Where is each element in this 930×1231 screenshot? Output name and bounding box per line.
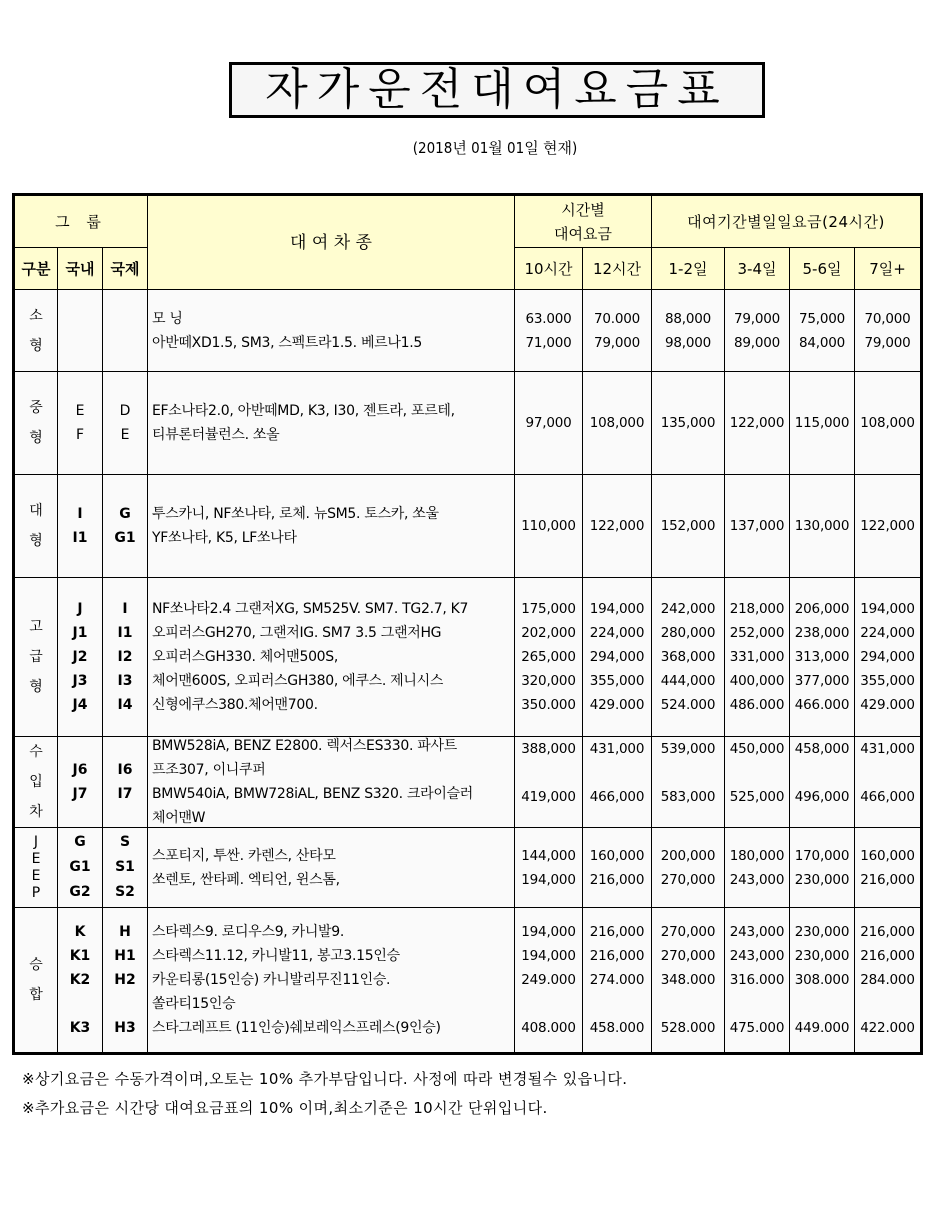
code-value: G bbox=[119, 506, 131, 522]
row-car-models bbox=[148, 828, 515, 908]
row-intl-code bbox=[103, 908, 148, 1052]
price-value: 135,000 bbox=[660, 415, 716, 431]
row-price-10시간 bbox=[515, 290, 583, 372]
title-box bbox=[229, 62, 765, 118]
row-price-3-4일 bbox=[725, 475, 790, 578]
price-value: 122,000 bbox=[860, 518, 915, 534]
header-col-label: 3-4일 bbox=[737, 259, 777, 278]
price-value: 331,000 bbox=[729, 649, 785, 665]
class-char: 급 bbox=[29, 649, 43, 665]
row-price-7일+ bbox=[855, 372, 920, 475]
class-char: 승 bbox=[29, 957, 43, 973]
header-sub-label: 구분 bbox=[21, 259, 51, 278]
row-class bbox=[15, 828, 58, 908]
price-value: 230,000 bbox=[794, 948, 850, 964]
class-char: E bbox=[31, 867, 41, 884]
price-value: 122,000 bbox=[589, 518, 645, 534]
price-stack bbox=[790, 737, 854, 827]
header-col-5 bbox=[855, 248, 920, 290]
price-value: 400,000 bbox=[729, 673, 785, 689]
code-value: H3 bbox=[114, 1020, 136, 1036]
price-value: 458.000 bbox=[589, 1020, 645, 1036]
price-value: 355,000 bbox=[860, 673, 915, 689]
note-1: ※상기요금은 수동가격이며,오토는 10% 추가부담입니다. 사정에 따라 변경될수 있읍니다. bbox=[22, 1070, 628, 1088]
code-value: I1 bbox=[72, 530, 88, 546]
row-price-7일+ bbox=[855, 475, 920, 578]
code-stack bbox=[58, 920, 102, 1040]
row-price-7일+ bbox=[855, 908, 920, 1052]
price-value: 294,000 bbox=[860, 649, 915, 665]
row-price-1-2일 bbox=[652, 828, 725, 908]
price-value: 200,000 bbox=[660, 847, 716, 864]
car-model-line: 쏠라티15인승 bbox=[152, 996, 236, 1012]
code-value: J6 bbox=[72, 762, 88, 778]
code-value: K2 bbox=[69, 972, 91, 988]
row-domestic-code bbox=[58, 828, 103, 908]
price-stack bbox=[515, 920, 582, 1040]
header-intl bbox=[103, 248, 148, 290]
code-value: I4 bbox=[117, 697, 133, 713]
code-value: J2 bbox=[72, 649, 88, 665]
row-domestic-code bbox=[58, 578, 103, 737]
row-price-3-4일 bbox=[725, 290, 790, 372]
class-char: 형 bbox=[29, 430, 43, 446]
date-subtitle: (2018년 01월 01일 현재) bbox=[412, 139, 578, 157]
price-value: 216,000 bbox=[860, 948, 915, 964]
price-value: 230,000 bbox=[794, 924, 850, 940]
price-value: 486.000 bbox=[729, 697, 785, 713]
car-model-line: 프조307, 이니쿠퍼 bbox=[152, 762, 266, 778]
class-char: J bbox=[33, 833, 39, 850]
price-value: 583,000 bbox=[660, 789, 716, 805]
price-value: 284.000 bbox=[860, 972, 915, 988]
note-2: ※추가요금은 시간당 대여요금표의 10% 이며,최소기준은 10시간 단위입니다. bbox=[22, 1099, 548, 1117]
page-title: 자가운전대여요금표 bbox=[265, 64, 729, 115]
price-value: 79,000 bbox=[864, 334, 911, 351]
car-model-line: 아반떼XD1.5, SM3, 스펙트라1.5. 베르나1.5 bbox=[152, 334, 422, 351]
price-value: 475.000 bbox=[729, 1020, 785, 1036]
price-value: 350.000 bbox=[521, 697, 576, 713]
car-model-line: BMW540iA, BMW728iAL, BENZ S320. 크라이슬러 bbox=[152, 786, 474, 802]
price-value: 496,000 bbox=[794, 789, 850, 805]
header-col-label: 12시간 bbox=[592, 259, 642, 278]
price-value: 194,000 bbox=[521, 871, 576, 888]
price-stack bbox=[855, 920, 920, 1040]
price-value: 348.000 bbox=[660, 972, 716, 988]
price-value: 243,000 bbox=[729, 871, 785, 888]
row-car-models bbox=[148, 290, 515, 372]
code-value: S2 bbox=[115, 884, 135, 900]
row-price-3-4일 bbox=[725, 908, 790, 1052]
price-value: 130,000 bbox=[794, 518, 850, 534]
price-value: 122,000 bbox=[729, 415, 785, 431]
row-price-12시간 bbox=[583, 578, 652, 737]
car-model-line: 체어맨W bbox=[152, 810, 206, 826]
price-value: 539,000 bbox=[660, 741, 716, 757]
price-stack bbox=[652, 920, 724, 1040]
row-domestic-code bbox=[58, 290, 103, 372]
rate-table bbox=[12, 193, 923, 1055]
car-model-line: 오피러스GH330. 체어맨500S, bbox=[152, 649, 339, 665]
row-price-7일+ bbox=[855, 290, 920, 372]
row-price-10시간 bbox=[515, 908, 583, 1052]
row-price-10시간 bbox=[515, 475, 583, 578]
price-value: 110,000 bbox=[521, 518, 576, 534]
price-value: 224,000 bbox=[860, 625, 915, 641]
price-value: 280,000 bbox=[660, 625, 716, 641]
row-class bbox=[15, 475, 58, 578]
row-intl-code bbox=[103, 737, 148, 828]
price-value: 377,000 bbox=[794, 673, 850, 689]
row-price-3-4일 bbox=[725, 828, 790, 908]
code-value: G1 bbox=[114, 530, 136, 546]
row-price-12시간 bbox=[583, 908, 652, 1052]
price-value: 444,000 bbox=[660, 673, 716, 689]
row-intl-code bbox=[103, 828, 148, 908]
price-stack bbox=[515, 737, 582, 827]
price-value: 313,000 bbox=[794, 649, 850, 665]
car-model-line: 카운티롱(15인승) 카니발리무진11인승. bbox=[152, 972, 391, 988]
price-value: 224,000 bbox=[589, 625, 645, 641]
row-intl-code bbox=[103, 578, 148, 737]
price-value: 180,000 bbox=[729, 847, 785, 864]
row-price-3-4일 bbox=[725, 578, 790, 737]
price-value: 242,000 bbox=[660, 601, 716, 617]
price-value: 429.000 bbox=[589, 697, 645, 713]
row-price-7일+ bbox=[855, 578, 920, 737]
code-value: K bbox=[74, 924, 86, 940]
class-char: 형 bbox=[29, 679, 43, 695]
price-value: 270,000 bbox=[660, 924, 716, 940]
class-char: 입 bbox=[29, 774, 43, 790]
class-char: 고 bbox=[29, 619, 43, 635]
row-class bbox=[15, 372, 58, 475]
row-price-7일+ bbox=[855, 828, 920, 908]
price-value: 194,000 bbox=[860, 601, 915, 617]
price-value: 108,000 bbox=[860, 415, 915, 431]
code-value: G2 bbox=[69, 884, 91, 900]
class-char: 합 bbox=[29, 987, 43, 1003]
price-value: 238,000 bbox=[794, 625, 850, 641]
row-intl-code bbox=[103, 290, 148, 372]
price-value: 458,000 bbox=[794, 741, 850, 757]
code-value: S bbox=[119, 834, 131, 850]
price-value: 528.000 bbox=[660, 1020, 716, 1036]
header-hourly-line1: 시간별 bbox=[561, 200, 605, 219]
row-price-7일+ bbox=[855, 737, 920, 828]
row-domestic-code bbox=[58, 908, 103, 1052]
code-value: H1 bbox=[114, 948, 136, 964]
header-sub-label: 국내 bbox=[65, 259, 95, 278]
price-value: 388,000 bbox=[521, 741, 576, 757]
price-value: 466,000 bbox=[589, 789, 645, 805]
row-price-12시간 bbox=[583, 290, 652, 372]
header-col-label: 1-2일 bbox=[668, 259, 708, 278]
price-value: 218,000 bbox=[729, 601, 785, 617]
price-value: 137,000 bbox=[729, 518, 785, 534]
car-model-line: 체어맨600S, 오피러스GH380, 에쿠스. 제니시스 bbox=[152, 673, 444, 689]
class-char: 대 bbox=[29, 503, 43, 519]
car-model-line: 신형에쿠스380.체어맨700. bbox=[152, 697, 318, 713]
header-col-label: 5-6일 bbox=[802, 259, 842, 278]
row-price-10시간 bbox=[515, 737, 583, 828]
price-value: 170,000 bbox=[794, 847, 850, 864]
row-class bbox=[15, 578, 58, 737]
row-price-1-2일 bbox=[652, 908, 725, 1052]
price-value: 70,000 bbox=[864, 310, 911, 327]
car-model-line: NF쏘나타2.4 그랜저XG, SM525V. SM7. TG2.7, K7 bbox=[152, 601, 469, 617]
car-model-line: YF쏘나타, K5, LF쏘나타 bbox=[152, 530, 297, 546]
price-value: 252,000 bbox=[729, 625, 785, 641]
price-value: 79,000 bbox=[593, 334, 641, 351]
code-value: H bbox=[119, 924, 131, 940]
code-value: I1 bbox=[117, 625, 133, 641]
price-stack bbox=[652, 737, 724, 827]
price-value: 63.000 bbox=[525, 310, 572, 327]
class-char: 중 bbox=[29, 400, 43, 416]
car-model-line: 모 닝 bbox=[152, 310, 183, 327]
code-value: H2 bbox=[114, 972, 136, 988]
price-value: 294,000 bbox=[589, 649, 645, 665]
row-price-12시간 bbox=[583, 828, 652, 908]
price-value: 175,000 bbox=[521, 601, 576, 617]
row-class bbox=[15, 737, 58, 828]
price-value: 450,000 bbox=[729, 741, 785, 757]
row-price-12시간 bbox=[583, 737, 652, 828]
code-value: K3 bbox=[69, 1020, 91, 1036]
row-car-models bbox=[148, 475, 515, 578]
row-domestic-code bbox=[58, 475, 103, 578]
code-value: S1 bbox=[115, 859, 135, 875]
row-price-5-6일 bbox=[790, 908, 855, 1052]
price-stack bbox=[725, 737, 789, 827]
code-value: J4 bbox=[72, 697, 88, 713]
price-value: 216,000 bbox=[860, 924, 915, 940]
price-stack bbox=[855, 737, 920, 827]
header-hourly bbox=[515, 196, 652, 248]
price-stack bbox=[725, 920, 789, 1040]
code-value: J bbox=[77, 601, 83, 617]
car-model-line: 티뷰론터뷸런스. 쏘올 bbox=[152, 427, 280, 443]
price-value: 194,000 bbox=[521, 924, 576, 940]
price-value: 274.000 bbox=[589, 972, 645, 988]
header-hourly-line2: 대여요금 bbox=[554, 224, 612, 243]
price-value: 524.000 bbox=[660, 697, 716, 713]
row-intl-code bbox=[103, 475, 148, 578]
header-col-0 bbox=[515, 248, 583, 290]
header-daily-label: 대여기간별일일요금(24시간) bbox=[687, 212, 885, 231]
code-value: I7 bbox=[117, 786, 133, 802]
price-value: 316.000 bbox=[729, 972, 785, 988]
header-sub-label: 국제 bbox=[110, 259, 140, 278]
price-value: 84,000 bbox=[798, 334, 846, 351]
price-value: 320,000 bbox=[521, 673, 576, 689]
car-model-line: EF소나타2.0, 아반떼MD, K3, I30, 젠트라, 포르테, bbox=[152, 403, 455, 419]
price-value: 152,000 bbox=[660, 518, 716, 534]
price-value: 431,000 bbox=[589, 741, 645, 757]
code-value: I bbox=[122, 601, 128, 617]
row-price-1-2일 bbox=[652, 737, 725, 828]
car-model-line: 스타렉스11.12, 카니발11, 봉고3.15인승 bbox=[152, 948, 400, 964]
row-price-5-6일 bbox=[790, 828, 855, 908]
header-col-4 bbox=[790, 248, 855, 290]
row-price-3-4일 bbox=[725, 372, 790, 475]
code-value: G1 bbox=[69, 859, 91, 875]
price-stack bbox=[790, 920, 854, 1040]
price-value: 88,000 bbox=[664, 310, 712, 327]
header-type bbox=[15, 248, 58, 290]
header-car-model bbox=[148, 196, 515, 290]
header-group bbox=[15, 196, 148, 248]
price-value: 98,000 bbox=[664, 334, 712, 351]
car-model-line: 스타그레프트 (11인승)쉐보레익스프레스(9인승) bbox=[152, 1020, 441, 1036]
header-col-label: 7일+ bbox=[869, 259, 906, 278]
price-value: 97,000 bbox=[525, 415, 572, 431]
row-price-5-6일 bbox=[790, 475, 855, 578]
class-char: 수 bbox=[29, 744, 43, 760]
car-model-line: BMW528iA, BENZ E2800. 렉서스ES330. 파사트 bbox=[152, 738, 457, 754]
row-price-1-2일 bbox=[652, 290, 725, 372]
code-value: F bbox=[75, 427, 85, 443]
price-value: 525,000 bbox=[729, 789, 785, 805]
row-price-1-2일 bbox=[652, 578, 725, 737]
price-value: 206,000 bbox=[794, 601, 850, 617]
price-value: 431,000 bbox=[860, 741, 915, 757]
car-model-line: 투스카니, NF쏘나타, 로체. 뉴SM5. 토스카, 쏘울 bbox=[152, 506, 439, 522]
price-stack bbox=[583, 737, 651, 827]
row-domestic-code bbox=[58, 737, 103, 828]
price-value: 408.000 bbox=[521, 1020, 576, 1036]
header-col-2 bbox=[652, 248, 725, 290]
price-value: 429.000 bbox=[860, 697, 915, 713]
price-value: 368,000 bbox=[660, 649, 716, 665]
row-class bbox=[15, 290, 58, 372]
code-value: I3 bbox=[117, 673, 133, 689]
price-value: 216,000 bbox=[589, 948, 645, 964]
header-domestic bbox=[58, 248, 103, 290]
row-car-models bbox=[148, 908, 515, 1052]
row-price-1-2일 bbox=[652, 475, 725, 578]
code-value: D bbox=[119, 403, 131, 419]
price-value: 144,000 bbox=[521, 847, 576, 864]
code-value: J3 bbox=[72, 673, 88, 689]
code-value: I bbox=[77, 506, 83, 522]
header-col-3 bbox=[725, 248, 790, 290]
class-char: P bbox=[31, 884, 41, 901]
price-value: 422.000 bbox=[860, 1020, 915, 1036]
price-value: 449.000 bbox=[794, 1020, 850, 1036]
price-value: 194,000 bbox=[521, 948, 576, 964]
row-price-10시간 bbox=[515, 578, 583, 737]
price-value: 230,000 bbox=[794, 871, 850, 888]
price-value: 243,000 bbox=[729, 924, 785, 940]
car-model-line: 쏘렌토, 싼타페. 엑티언, 윈스톰, bbox=[152, 871, 340, 888]
row-price-3-4일 bbox=[725, 737, 790, 828]
price-value: 160,000 bbox=[860, 847, 915, 864]
row-car-models bbox=[148, 737, 515, 828]
header-col-label: 10시간 bbox=[524, 259, 573, 278]
price-value: 71,000 bbox=[525, 334, 572, 351]
price-value: 75,000 bbox=[798, 310, 846, 327]
code-value: E bbox=[120, 427, 130, 443]
price-value: 216,000 bbox=[589, 871, 645, 888]
price-value: 115,000 bbox=[794, 415, 850, 431]
code-value: G bbox=[74, 834, 86, 850]
class-char: 형 bbox=[29, 337, 43, 354]
header-col-1 bbox=[583, 248, 652, 290]
code-value: J7 bbox=[72, 786, 88, 802]
price-value: 216,000 bbox=[589, 924, 645, 940]
row-price-1-2일 bbox=[652, 372, 725, 475]
row-class bbox=[15, 908, 58, 1052]
code-value: K1 bbox=[69, 948, 91, 964]
row-price-5-6일 bbox=[790, 578, 855, 737]
row-price-5-6일 bbox=[790, 372, 855, 475]
price-value: 160,000 bbox=[589, 847, 645, 864]
price-value: 270,000 bbox=[660, 948, 716, 964]
price-value: 108,000 bbox=[589, 415, 645, 431]
price-value: 202,000 bbox=[521, 625, 576, 641]
price-value: 243,000 bbox=[729, 948, 785, 964]
price-value: 355,000 bbox=[589, 673, 645, 689]
price-value: 466.000 bbox=[794, 697, 850, 713]
price-value: 249.000 bbox=[521, 972, 576, 988]
price-value: 79,000 bbox=[733, 310, 781, 327]
header-car-label: 대 여 차 종 bbox=[290, 232, 372, 253]
code-value: I6 bbox=[117, 762, 133, 778]
class-char: E bbox=[31, 850, 41, 867]
car-model-line: 스포티지, 투싼. 카렌스, 산타모 bbox=[152, 847, 336, 864]
row-intl-code bbox=[103, 372, 148, 475]
price-value: 70.000 bbox=[593, 310, 641, 327]
row-domestic-code bbox=[58, 372, 103, 475]
code-stack bbox=[103, 920, 147, 1040]
price-stack bbox=[583, 920, 651, 1040]
row-price-5-6일 bbox=[790, 737, 855, 828]
price-value: 419,000 bbox=[521, 789, 576, 805]
row-price-12시간 bbox=[583, 475, 652, 578]
class-char: 소 bbox=[29, 307, 43, 324]
row-price-10시간 bbox=[515, 372, 583, 475]
car-model-line: 오피러스GH270, 그랜저IG. SM7 3.5 그랜저HG bbox=[152, 625, 442, 641]
price-value: 265,000 bbox=[521, 649, 576, 665]
price-value: 216,000 bbox=[860, 871, 915, 888]
code-value: J1 bbox=[72, 625, 88, 641]
price-value: 270,000 bbox=[660, 871, 716, 888]
row-price-10시간 bbox=[515, 828, 583, 908]
price-value: 466,000 bbox=[860, 789, 915, 805]
row-car-models bbox=[148, 372, 515, 475]
row-car-models bbox=[148, 578, 515, 737]
row-price-12시간 bbox=[583, 372, 652, 475]
class-char: 차 bbox=[29, 804, 43, 820]
header-daily bbox=[652, 196, 920, 248]
class-char: 형 bbox=[29, 533, 43, 549]
row-price-5-6일 bbox=[790, 290, 855, 372]
price-value: 89,000 bbox=[733, 334, 781, 351]
code-value: E bbox=[75, 403, 85, 419]
price-value: 194,000 bbox=[589, 601, 645, 617]
price-value: 308.000 bbox=[794, 972, 850, 988]
car-model-line: 스타렉스9. 로디우스9, 카니발9. bbox=[152, 924, 345, 940]
header-group-label: 그 룹 bbox=[55, 212, 107, 231]
code-value: I2 bbox=[117, 649, 133, 665]
